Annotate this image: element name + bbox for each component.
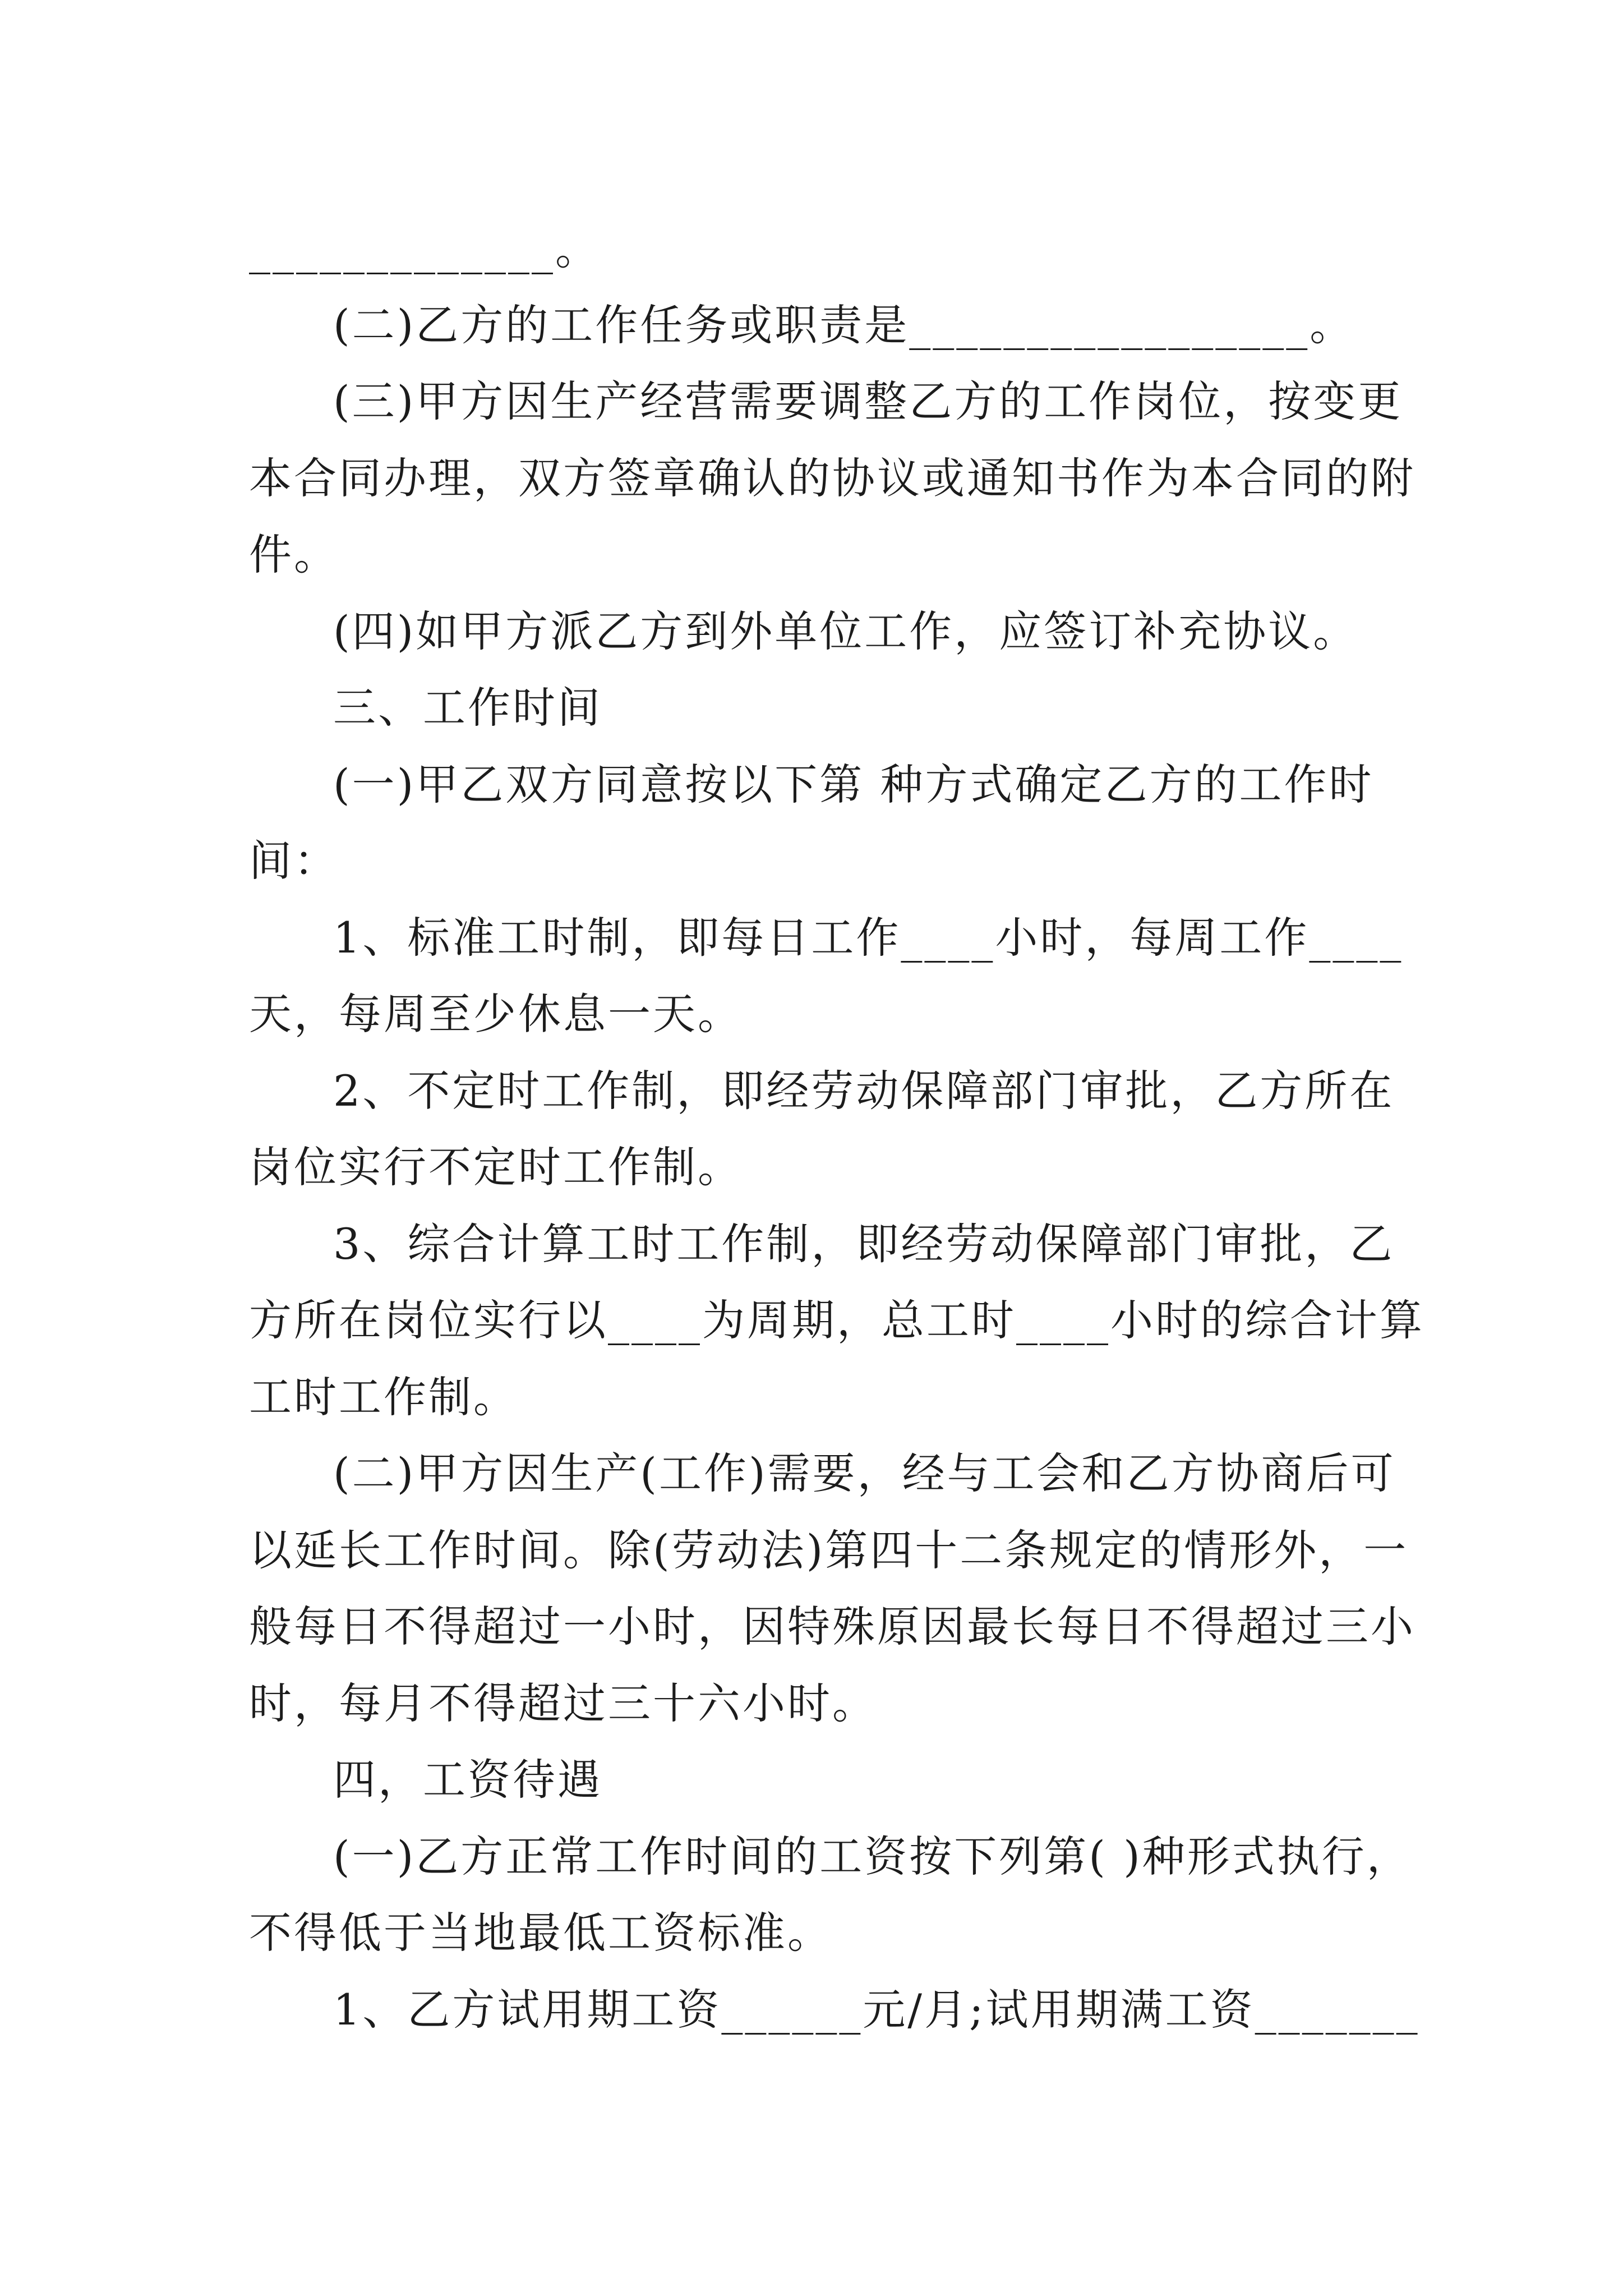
text-line-4: 本合同办理，双方签章确认的协议或通知书作为本合同的附	[249, 453, 1415, 503]
text-line-17: (二)甲方因生产(工作)需要，经与工会和乙方协商后可	[333, 1448, 1396, 1498]
text-line-13: 岗位实行不定时工作制。	[249, 1142, 743, 1192]
text-line-19: 般每日不得超过一小时，因特殊原因最长每日不得超过三小	[249, 1602, 1415, 1651]
text-line-14: 3、综合计算工时工作制，即经劳动保障部门审批，乙	[333, 1219, 1395, 1269]
text-line-16: 工时工作制。	[249, 1372, 518, 1422]
text-line-1: _____________。	[249, 224, 600, 274]
text-line-24: 1、乙方试用期工资______元/月;试用期满工资_______	[333, 1985, 1420, 2035]
text-line-3: (三)甲方因生产经营需要调整乙方的工作岗位，按变更	[333, 376, 1403, 426]
text-line-2: (二)乙方的工作任务或职责是_________________。	[333, 300, 1355, 350]
text-line-5: 件。	[249, 530, 339, 579]
section-heading-work-time: 三、工作时间	[333, 683, 602, 733]
text-line-9: 间：	[249, 836, 339, 886]
text-line-10: 1、标准工时制，即每日工作____小时，每周工作____	[333, 913, 1404, 963]
text-line-11: 天，每周至少休息一天。	[249, 989, 743, 1039]
text-line-22: (一)乙方正常工作时间的工资按下列第( )种形式执行，	[333, 1832, 1412, 1881]
text-line-15: 方所在岗位实行以____为周期，总工时____小时的综合计算	[249, 1295, 1424, 1345]
text-line-20: 时，每月不得超过三十六小时。	[249, 1678, 877, 1728]
section-heading-wages: 四，工资待遇	[333, 1755, 602, 1805]
text-line-18: 以延长工作时间。除(劳动法)第四十二条规定的情形外，一	[249, 1525, 1409, 1575]
text-line-23: 不得低于当地最低工资标准。	[249, 1908, 832, 1958]
text-line-6: (四)如甲方派乙方到外单位工作，应签订补充协议。	[333, 606, 1358, 656]
text-line-8: (一)甲乙双方同意按以下第 种方式确定乙方的工作时	[333, 760, 1374, 809]
text-line-12: 2、不定时工作制，即经劳动保障部门审批，乙方所在	[333, 1066, 1395, 1116]
